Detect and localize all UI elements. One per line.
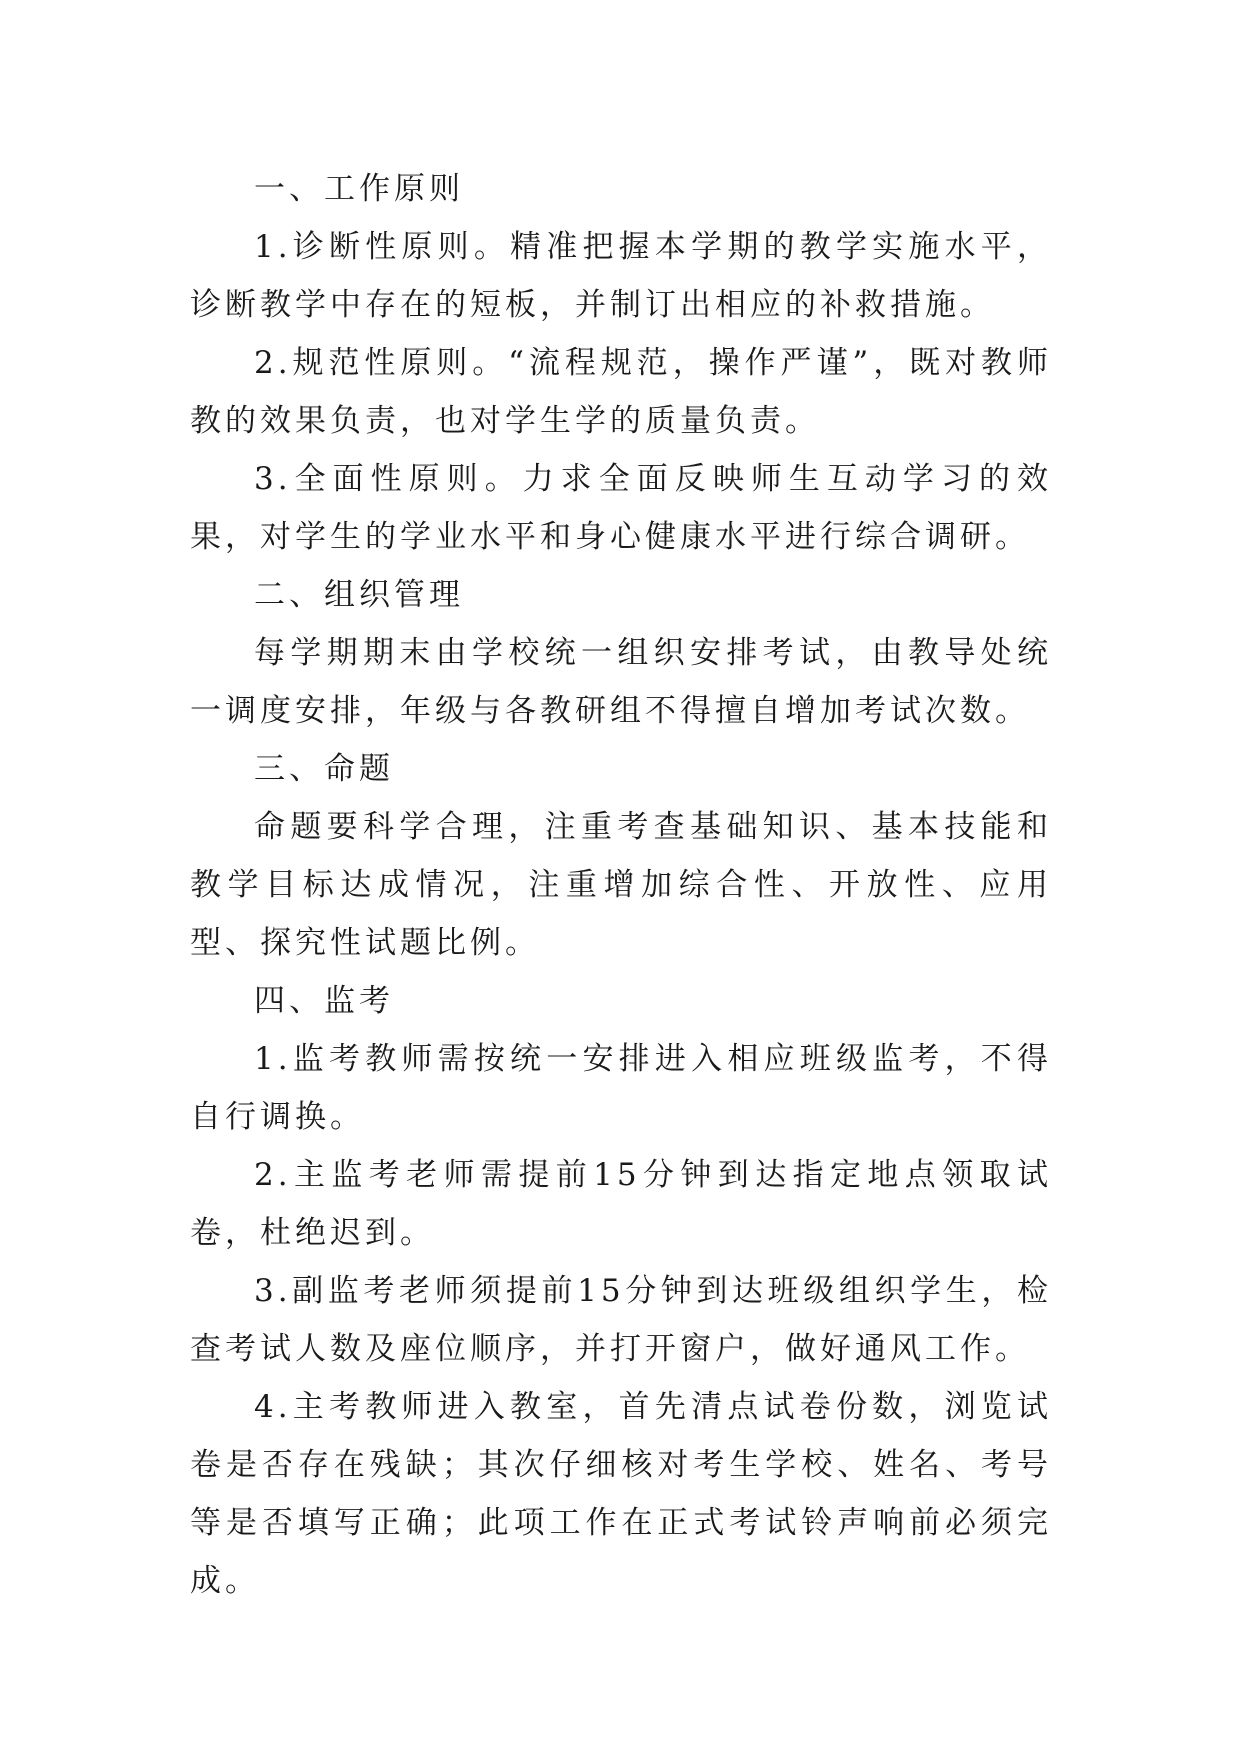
section-heading-organization: 二、组织管理 [254, 577, 464, 613]
document-body [190, 160, 1052, 1610]
paragraph-proposition: 命题要科学合理，注重考查基础知识、基本技能和教学目标达成情况，注重增加综合性、开放性、应用型、探究性试题比例。 [190, 809, 1052, 961]
paragraph-invigilation-4: 4.主考教师进入教室，首先清点试卷份数，浏览试卷是否存在残缺；其次仔细核对考生学校、姓名、考号等是否填写正确；此项工作在正式考试铃声响前必须完成。 [190, 1389, 1052, 1599]
paragraph-organization: 每学期期末由学校统一组织安排考试，由教导处统一调度安排，年级与各教研组不得擅自增加考试次数。 [190, 635, 1052, 729]
paragraph-comprehensive-principle: 3.全面性原则。力求全面反映师生互动学习的效果，对学生的学业水平和身心健康水平进行综合调研。 [190, 461, 1052, 555]
section-heading-proposition: 三、命题 [254, 751, 394, 787]
paragraph-invigilation-1: 1.监考教师需按统一安排进入相应班级监考，不得自行调换。 [190, 1041, 1052, 1135]
paragraph-normative-principle: 2.规范性原则。“流程规范，操作严谨”，既对教师教的效果负责，也对学生学的质量负责。 [190, 345, 1052, 439]
paragraph-invigilation-3: 3.副监考老师须提前15分钟到达班级组织学生，检查考试人数及座位顺序，并打开窗户，做好通风工作。 [190, 1273, 1052, 1367]
section-heading-principles: 一、工作原则 [254, 171, 464, 207]
paragraph-invigilation-2: 2.主监考老师需提前15分钟到达指定地点领取试卷，杜绝迟到。 [190, 1157, 1052, 1251]
section-heading-invigilation: 四、监考 [254, 983, 394, 1019]
paragraph-diagnostic-principle: 1.诊断性原则。精准把握本学期的教学实施水平，诊断教学中存在的短板，并制订出相应的补救措施。 [190, 229, 1052, 323]
